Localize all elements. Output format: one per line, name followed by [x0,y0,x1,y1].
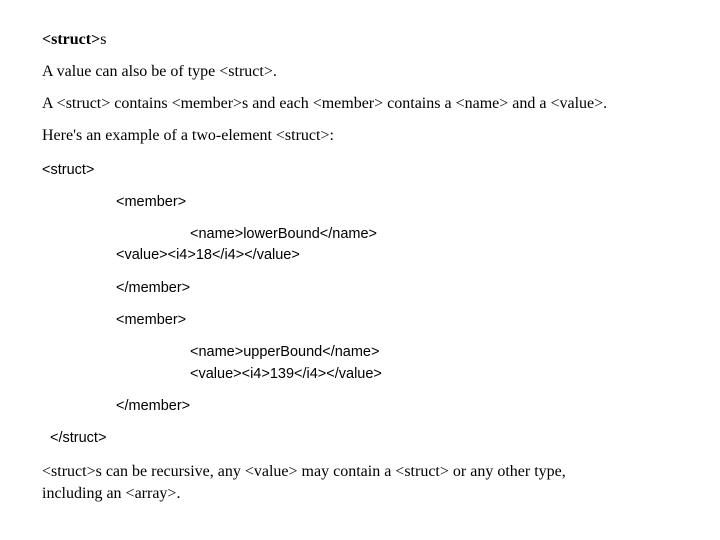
code-name-lower: <name>lowerBound</name> [190,226,378,242]
code-name-upper: <name>upperBound</name> [190,344,380,360]
code-member-close-1: </member> [116,280,191,296]
code-value-lower: <value><i4>18</i4></value> [116,247,300,263]
code-value-upper: <value><i4>139</i4></value> [190,366,382,382]
heading-suffix: s [100,31,107,48]
paragraph-struct-contents: A <struct> contains <member>s and each <member> contains a <name> and a <value>. [42,95,608,112]
paragraph-struct-type: A value can also be of type <struct>. [42,63,277,80]
section-heading [42,29,106,51]
code-member-open-2: <member> [116,312,187,328]
code-struct-open: <struct> [42,162,95,178]
paragraph-example-intro: Here's an example of a two-element <struct>: [42,127,334,144]
footer-line-2: including an <array>. [42,485,181,502]
code-member-close-2: </member> [116,398,191,414]
code-struct-close: </struct> [50,430,107,446]
footer-line-1: <struct>s can be recursive, any <value> may contain a <struct> or any other type, [42,463,566,480]
code-member-open-1: <member> [116,194,187,210]
heading-tag: <struct> [42,31,101,48]
